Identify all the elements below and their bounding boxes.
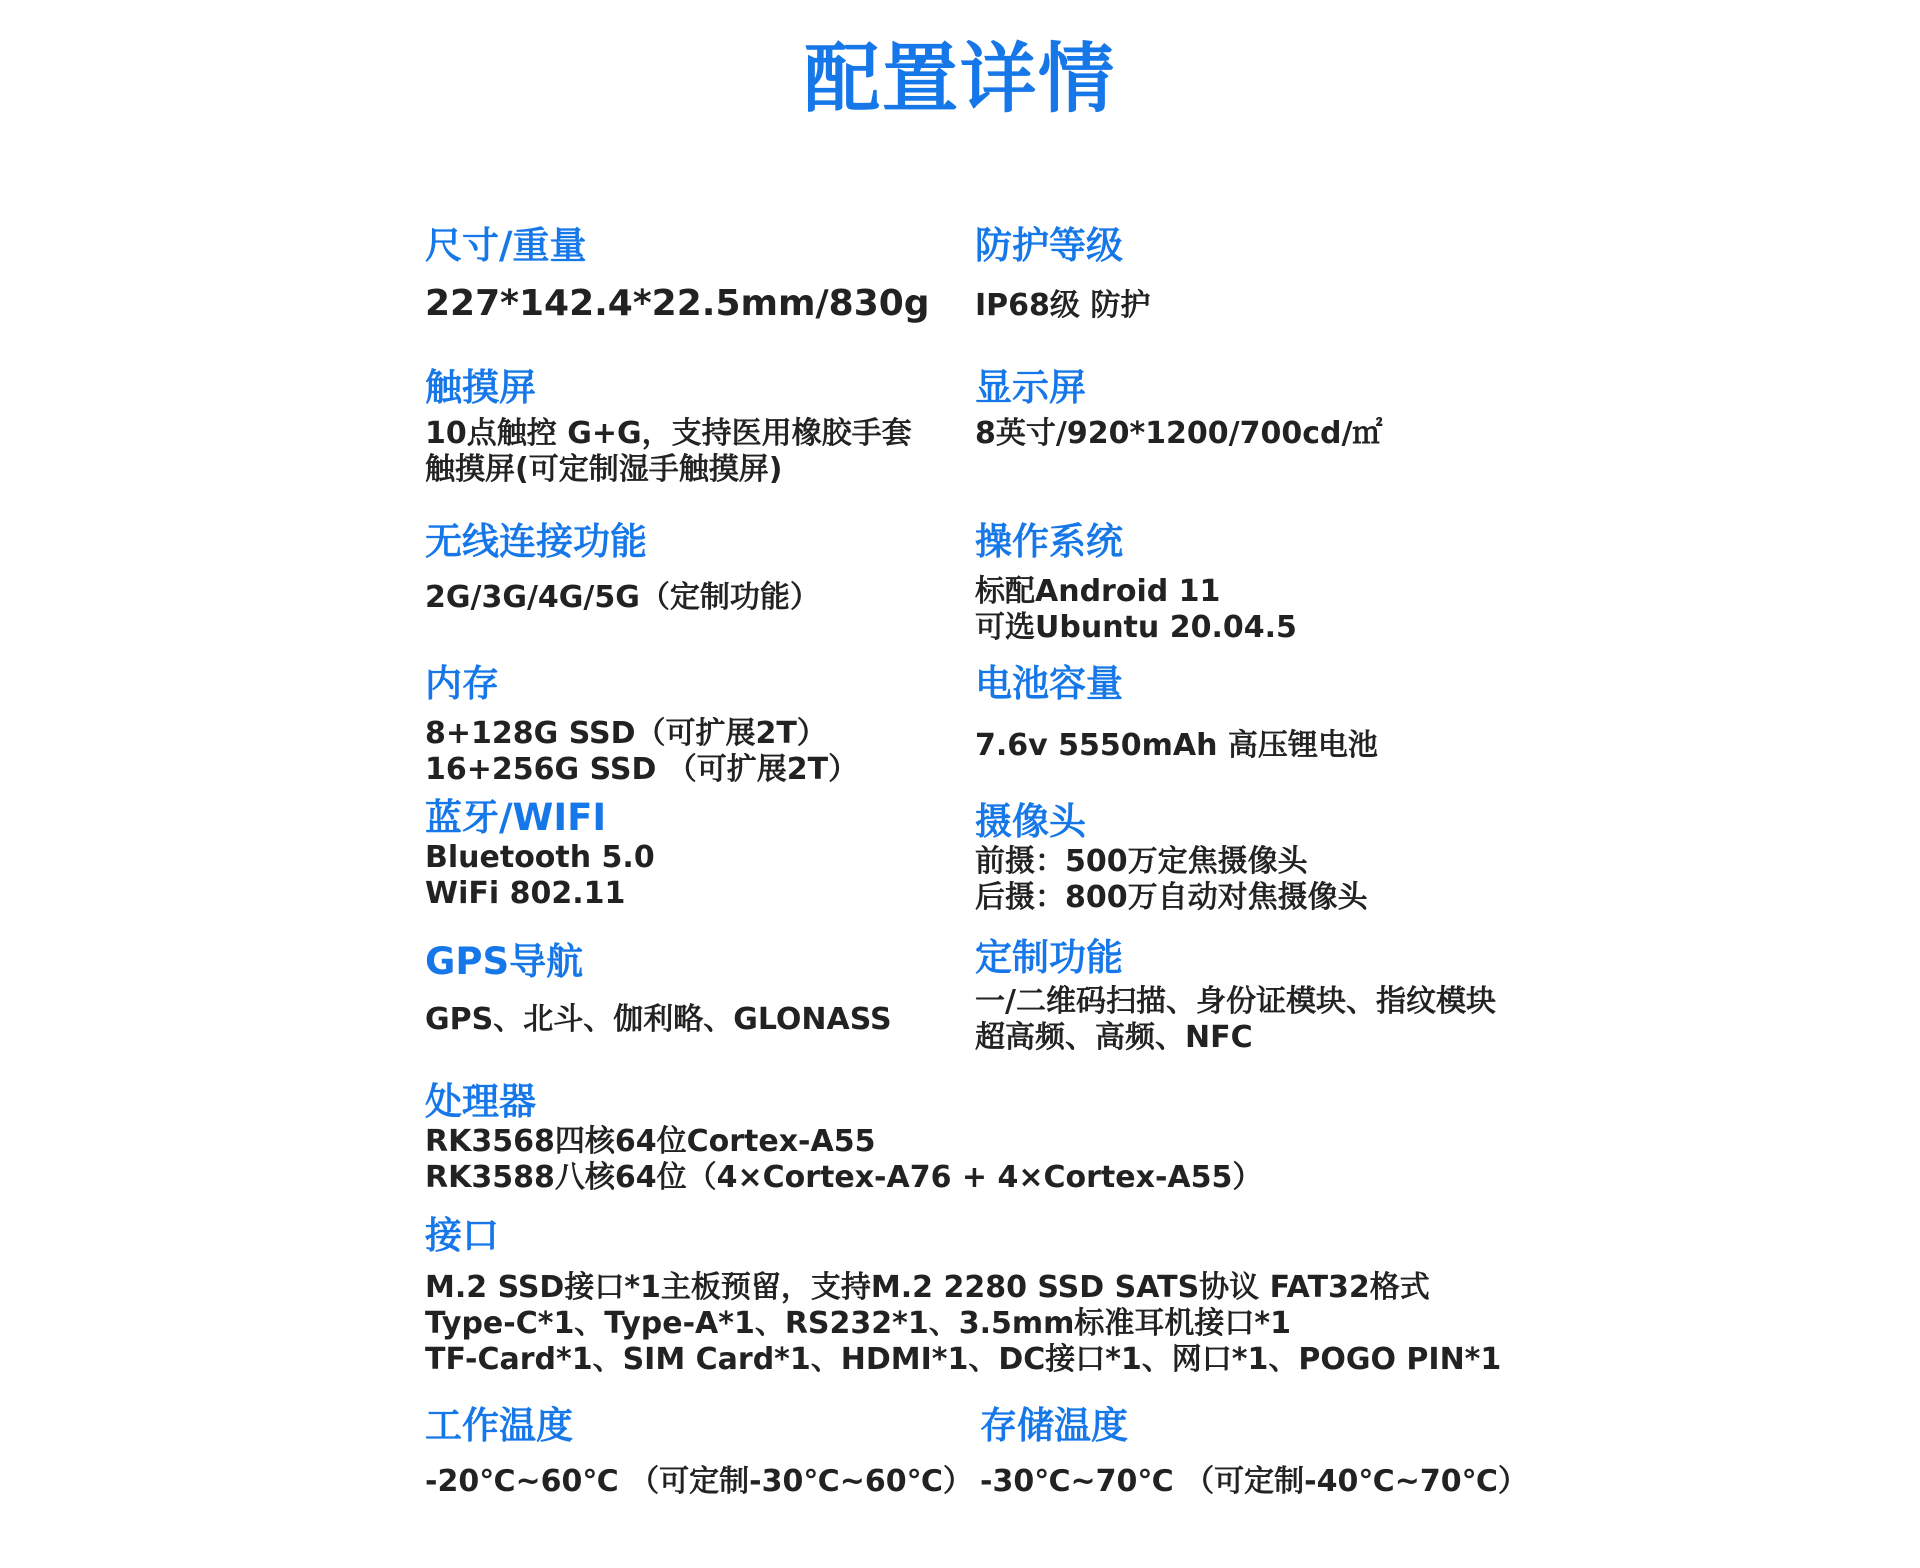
spec-value-line: 一/二维码扫描、身份证模块、指纹模块 <box>975 984 1496 1019</box>
spec-value: -30℃~70℃ （可定制-40℃~70℃） <box>980 1464 1528 1499</box>
page-title: 配置详情 <box>804 34 1116 123</box>
spec-value-line: Type-C*1、Type-A*1、RS232*1、3.5mm标准耳机接口*1 <box>425 1306 1291 1341</box>
spec-size-weight <box>425 224 930 326</box>
spec-label: 尺寸/重量 <box>425 224 587 267</box>
spec-value: IP68级 防护 <box>975 288 1151 323</box>
spec-value-line: TF-Card*1、SIM Card*1、HDMI*1、DC接口*1、网口*1、POGO PIN*1 <box>425 1342 1502 1377</box>
spec-value-line: 超高频、高频、NFC <box>975 1020 1253 1055</box>
spec-value: GPS、北斗、伽利略、GLONASS <box>425 1002 892 1037</box>
spec-value-line: 10点触控 G+G，支持医用橡胶手套 <box>425 416 912 451</box>
spec-value-line: Bluetooth 5.0 <box>425 840 655 875</box>
spec-label: GPS导航 <box>425 940 584 983</box>
spec-display <box>975 366 1382 452</box>
spec-label: 触摸屏 <box>425 366 536 409</box>
spec-label: 内存 <box>425 662 499 705</box>
spec-touchscreen <box>425 366 912 488</box>
spec-label: 电池容量 <box>975 662 1123 705</box>
spec-label: 蓝牙/WIFI <box>425 796 607 839</box>
spec-label: 操作系统 <box>975 520 1123 563</box>
spec-label: 接口 <box>425 1214 499 1257</box>
spec-value-line: 前摄：500万定焦摄像头 <box>975 844 1308 879</box>
spec-memory <box>425 662 858 788</box>
spec-value-line: 标配Android 11 <box>975 574 1221 609</box>
spec-value: 227*142.4*22.5mm/830g <box>425 283 930 324</box>
spec-value-line: 后摄：800万自动对焦摄像头 <box>975 880 1368 915</box>
spec-camera <box>975 800 1368 916</box>
spec-value-line: 触摸屏(可定制湿手触摸屏) <box>425 452 783 487</box>
spec-value-line: 8+128G SSD（可扩展2T） <box>425 716 827 751</box>
spec-value: 2G/3G/4G/5G（定制功能） <box>425 580 820 615</box>
spec-label: 摄像头 <box>975 800 1086 843</box>
spec-label: 显示屏 <box>975 366 1086 409</box>
spec-os <box>975 520 1297 646</box>
spec-value-line: 16+256G SSD （可扩展2T） <box>425 752 859 787</box>
spec-gps <box>425 940 892 1038</box>
spec-value-line: M.2 SSD接口*1主板预留，支持M.2 2280 SSD SATS协议 FAT32格式 <box>425 1270 1430 1305</box>
spec-value-line: 可选Ubuntu 20.04.5 <box>975 610 1297 645</box>
spec-value: 7.6v 5550mAh 高压锂电池 <box>975 728 1378 763</box>
spec-processor <box>425 1080 1262 1196</box>
spec-interface <box>425 1214 1501 1378</box>
spec-label: 定制功能 <box>975 936 1123 979</box>
spec-bluetooth-wifi <box>425 796 655 912</box>
spec-value: -20℃~60℃ （可定制-30℃~60℃） <box>425 1464 973 1499</box>
spec-value: 8英寸/920*1200/700cd/㎡ <box>975 416 1383 451</box>
spec-value-line: RK3588八核64位（4×Cortex-A76 + 4×Cortex-A55） <box>425 1160 1263 1195</box>
spec-label: 处理器 <box>425 1080 536 1123</box>
spec-storage-temp <box>980 1404 1528 1500</box>
spec-value-line: WiFi 802.11 <box>425 876 626 911</box>
spec-value-line: RK3568四核64位Cortex-A55 <box>425 1124 876 1159</box>
spec-label: 防护等级 <box>975 224 1123 267</box>
spec-label: 无线连接功能 <box>425 520 647 563</box>
spec-protection <box>975 224 1150 324</box>
spec-wireless <box>425 520 820 616</box>
spec-label: 存储温度 <box>980 1404 1128 1447</box>
spec-label: 工作温度 <box>425 1404 573 1447</box>
spec-custom <box>975 936 1496 1056</box>
spec-work-temp <box>425 1404 973 1500</box>
spec-battery <box>975 662 1378 764</box>
